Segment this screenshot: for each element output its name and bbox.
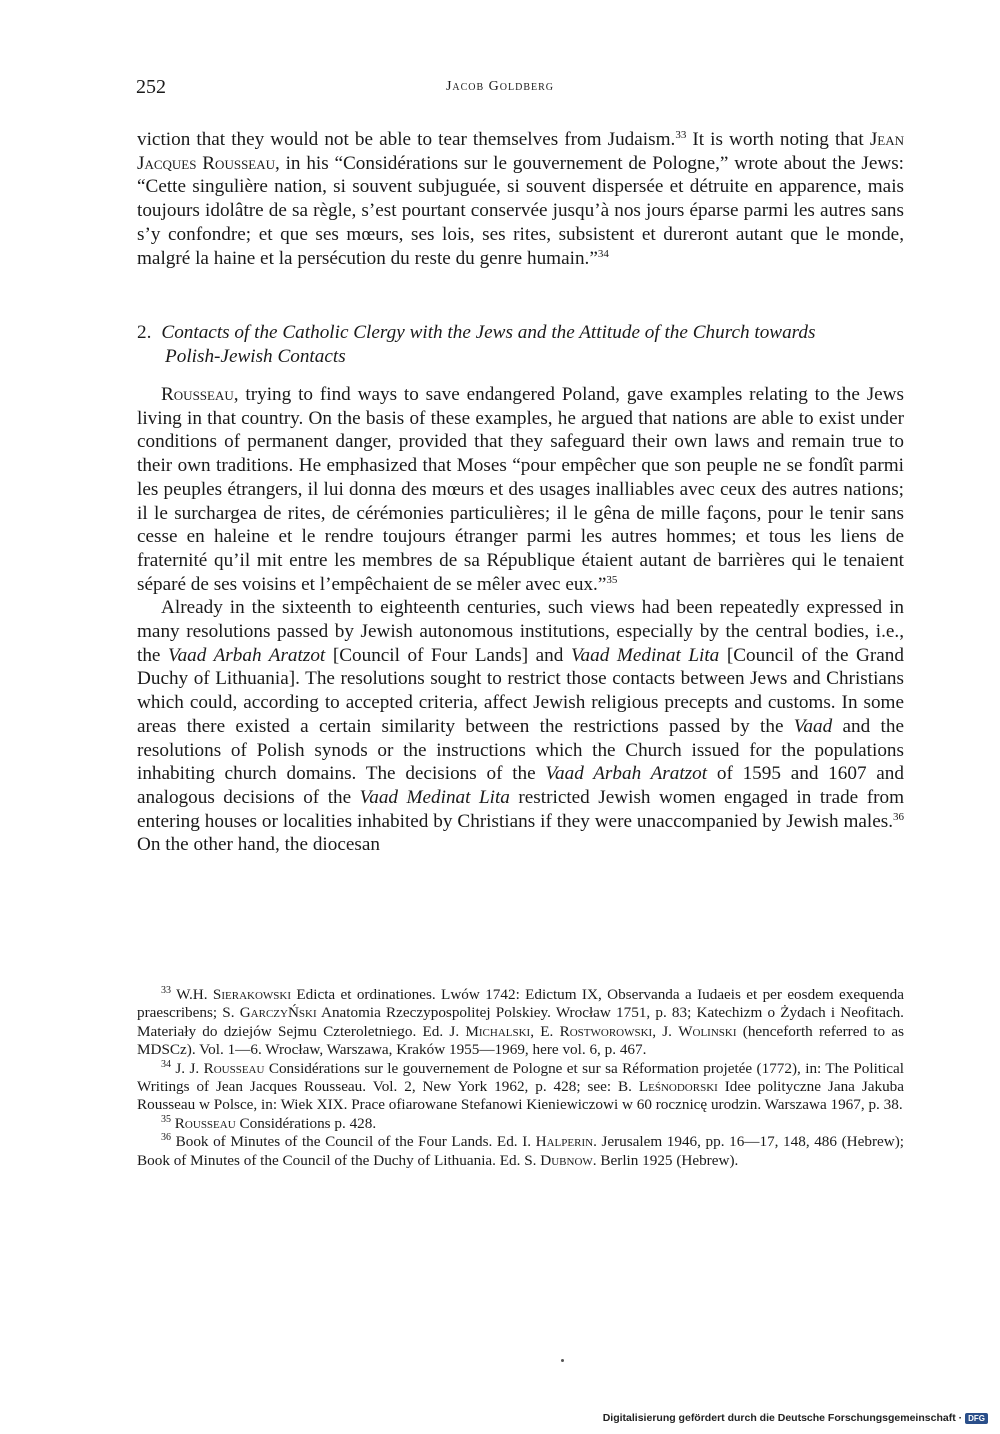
- footnote-33: [137, 986, 904, 1060]
- text-run: W.H.: [171, 986, 213, 1003]
- credit-text: Digitalisierung gefördert durch die Deutsche Forschungsgemeinschaft ·: [602, 1412, 963, 1424]
- text-run: of 1595 and 1607 and analogous decisions of the: [137, 763, 904, 808]
- author-name: GarczyŃski: [239, 1004, 317, 1022]
- text-run: , J.: [652, 1022, 679, 1040]
- top-paragraph-block: [137, 128, 904, 270]
- text-run: Already in the sixteenth to eighteenth centuries, such views had been repeatedly expressed in many resolutions passed by Jewish autonomous institutions, especially by the central bodies, i.e., the: [137, 597, 904, 666]
- footnote-mark: 35: [161, 1113, 171, 1125]
- running-title: Jacob Goldberg: [445, 79, 555, 94]
- footnote-ref-36[interactable]: 36: [893, 810, 904, 823]
- italic-term: Vaad Arbah Aratzot: [168, 644, 326, 666]
- text-run: J. J.: [171, 1059, 204, 1077]
- section-number: 2.: [137, 322, 152, 343]
- author-name: Rousseau: [161, 384, 234, 405]
- italic-term: Vaad: [793, 715, 833, 737]
- dfg-logo-icon: DFG: [965, 1413, 988, 1424]
- author-name: Wolinski: [678, 1022, 737, 1040]
- author-name: Michalski: [465, 1022, 531, 1040]
- footnote-ref-35[interactable]: 35: [606, 573, 618, 586]
- italic-term: Vaad Medinat Lita: [359, 786, 510, 808]
- main-text-block: [137, 383, 904, 857]
- footnote-mark: 36: [161, 1132, 171, 1144]
- author-name: Leśnodorski: [638, 1078, 718, 1096]
- text-run: , E.: [530, 1022, 560, 1040]
- page-speck: [561, 1359, 564, 1362]
- section-heading: [137, 321, 904, 369]
- section-title-line-1: Contacts of the Catholic Clergy with the Jews and the Attitude of the Church towards: [161, 322, 816, 343]
- text-run: It is worth noting that: [686, 129, 870, 150]
- text-run: Book of Minutes of the Council of the Four Lands. Ed. I.: [171, 1133, 536, 1151]
- footnote-34: [137, 1060, 904, 1115]
- text-run: , in his “Considérations sur le gouvernement de Pologne,” wrote about the Jews: “Cette singulière nation, si souvent subjuguée, si souvent dispersée et détruite en apparence, mais toujours idolâtre de sa règle, s’est pourtant conservée jusqu’à nos jours éparse parmi les autres sans s’y confondre; et que ses mœurs, ses lois, ses rites, subsistent et dureront autant que le monde, malgré la haine et la persécution du reste du genre humain.”: [137, 152, 904, 269]
- paragraph-3: [137, 596, 904, 857]
- author-name: Rostworowski: [559, 1022, 653, 1040]
- author-name: Sierakowski: [212, 986, 292, 1003]
- text-run: , trying to find ways to save endangered Poland, gave examples relating to the Jews living in that country. On the basis of these examples, he argued that nations are able to exist under conditions of permanent danger, provided that they safeguard their own laws and remain true to their own traditions. He emphasized that Moses “pour empêcher que son peuple ne se fondît parmi les peuples étrangers, il lui donna des mœurs et des usages inalliables avec ceux des autres nations; il le surchargea de rites, de cérémonies particulières; il le gêna de mille façons, pour le tenir sans cesse en haleine et le rendre toujours étranger parmi les autres hommes; et tous les liens de fraternité qu’il mit entre les membres de sa République étaient autant de barrières qui le tenaient séparé de ses voisins et l’empêchaient de se mêler avec eux.”: [137, 384, 904, 595]
- paragraph-2: [137, 383, 904, 596]
- text-run: Considérations p. 428.: [235, 1114, 377, 1132]
- text-run: [Council of Four Lands] and: [325, 644, 571, 666]
- italic-term: Vaad Medinat Lita: [570, 644, 720, 666]
- text-run: and the resolutions of Polish synods or the instructions which the Church issued for the populations inhabiting church domains. The decisions of the: [137, 715, 904, 785]
- author-name: Rousseau: [203, 1059, 265, 1077]
- text-run: Edicta et ordinationes. Lwów 1742: Edictum IX, Observanda a Iudaeis et per eosdem exequenda praescribens; S.: [137, 986, 904, 1022]
- text-run: [Council of the Grand Duchy of Lithuania]. The resolutions sought to restrict those contacts between Jews and Christians which could, according to accepted criteria, affect Jewish religious precepts and customs. In some areas there existed a certain similarity between the restrictions passed by the: [137, 644, 904, 737]
- footnote-35: [137, 1115, 904, 1133]
- text-run: . Berlin 1925 (Hebrew).: [592, 1151, 739, 1169]
- footnote-ref-34[interactable]: 34: [597, 247, 609, 260]
- digitization-credit: [603, 1412, 988, 1424]
- footnote-mark: 34: [161, 1058, 171, 1070]
- italic-term: Vaad Arbah Aratzot: [545, 763, 708, 785]
- footnotes: [137, 986, 904, 1170]
- text-run: Considérations sur le gouvernement de Pologne et sur sa Réformation projetée (1772), in: The Political Writings of Jean Jacques Rousseau. Vol. 2, New York 1962, p. 428; see: B.: [137, 1059, 904, 1096]
- text-run: On the other hand, the diocesan: [137, 834, 380, 856]
- top-paragraph: [137, 128, 904, 270]
- author-name: Dubnow: [540, 1151, 593, 1169]
- author-name: Jean Jacques Rousseau: [137, 129, 904, 174]
- author-name: Halperin: [535, 1133, 594, 1151]
- author-name: Rousseau: [174, 1114, 236, 1132]
- footnote-36: [137, 1133, 904, 1170]
- text-run: Idee polityczne Jana Jakuba Rousseau w Polsce, in: Wiek XIX. Prace ofiarowane Stefanowi Kieniewiczowi w 60 rocznicę urodzin. Warszawa 1967, p. 38.: [137, 1078, 904, 1114]
- text-run: restricted Jewish women engaged in trade from entering houses or localities inhabited by Christians if they were unaccompanied by Jewish males.: [137, 786, 904, 832]
- page-number: 252: [136, 76, 166, 98]
- footnote-mark: 33: [161, 985, 171, 996]
- text-run: viction that they would not be able to tear themselves from Judaism.: [137, 129, 676, 150]
- text-run: (henceforth referred to as MDSCz). Vol. 1—6. Wrocław, Warszawa, Kraków 1955—1969, here vol. 6, p. 467.: [137, 1022, 904, 1059]
- footnote-ref-33[interactable]: 33: [675, 129, 687, 141]
- text-run: Anatomia Rzeczypospolitej Polskiey. Wrocław 1751, p. 83; Katechizm o Żydach i Neofitach. Materiały do dziejów Sejmu Czteroletniego. Ed. J.: [137, 1004, 904, 1040]
- section-title-line-2: Polish-Jewish Contacts: [165, 346, 346, 367]
- text-run: . Jerusalem 1946, pp. 16—17, 148, 486 (Hebrew); Book of Minutes of the Council of the Duchy of Lithuania. Ed. S.: [137, 1133, 904, 1169]
